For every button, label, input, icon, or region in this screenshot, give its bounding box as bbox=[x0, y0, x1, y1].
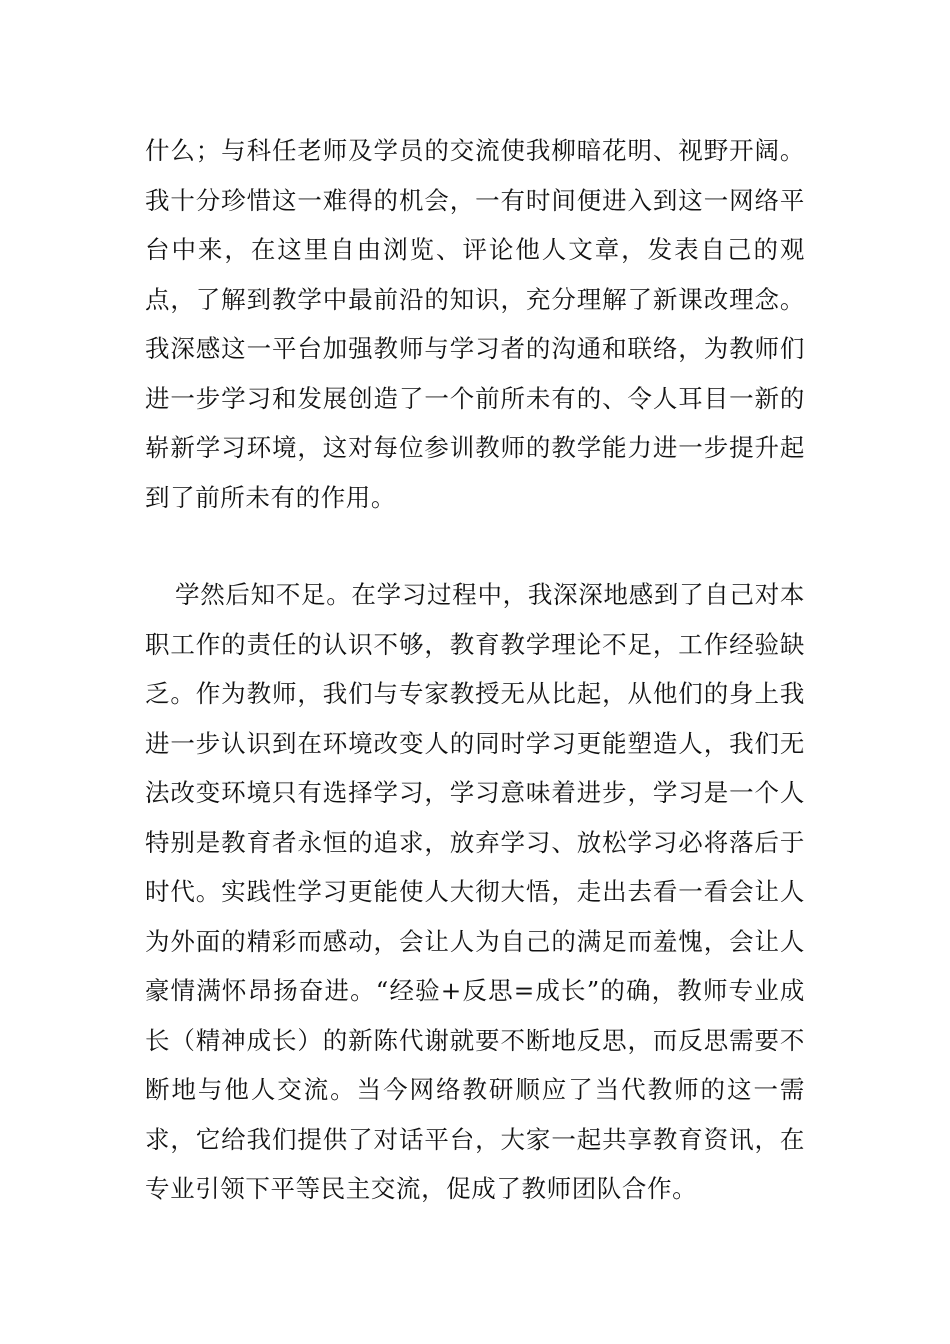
paragraph-1: 什么；与科任老师及学员的交流使我柳暗花明、视野开阔。我十分珍惜这一难得的机会，一有时间便进入到这一网络平台中来，在这里自由浏览、评论他人文章，发表自己的观点，了解到教学中最前沿的知识，充分理解了新课改理念。我深感这一平台加强教师与学习者的沟通和联络，为教师们进一步学习和发展创造了一个前所未有的、令人耳目一新的崭新学习环境，这对每位参训教师的教学能力进一步提升起到了前所未有的作用。 bbox=[145, 136, 805, 512]
paragraph-2: 学然后知不足。在学习过程中，我深深地感到了自己对本职工作的责任的认识不够，教育教学理论不足，工作经验缺乏。作为教师，我们与专家教授无从比起，从他们的身上我进一步认识到在环境改变人的同时学习更能塑造人，我们无法改变环境只有选择学习，学习意味着进步，学习是一个人特别是教育者永恒的追求，放弃学习、放松学习必将落后于时代。实践性学习更能使人大彻大悟，走出去看一看会让人为外面的精彩而感动，会让人为自己的满足而羞愧，会让人豪情满怀昂扬奋进。“经验+反思=成长”的确，教师专业成长（精神成长）的新陈代谢就要不断地反思，而反思需要不断地与他人交流。当今网络教研顺应了当代教师的这一需求，它给我们提供了对话平台，大家一起共享教育资讯，在专业引领下平等民主交流，促成了教师团队合作。 bbox=[145, 580, 805, 1203]
document-body bbox=[145, 126, 805, 1214]
